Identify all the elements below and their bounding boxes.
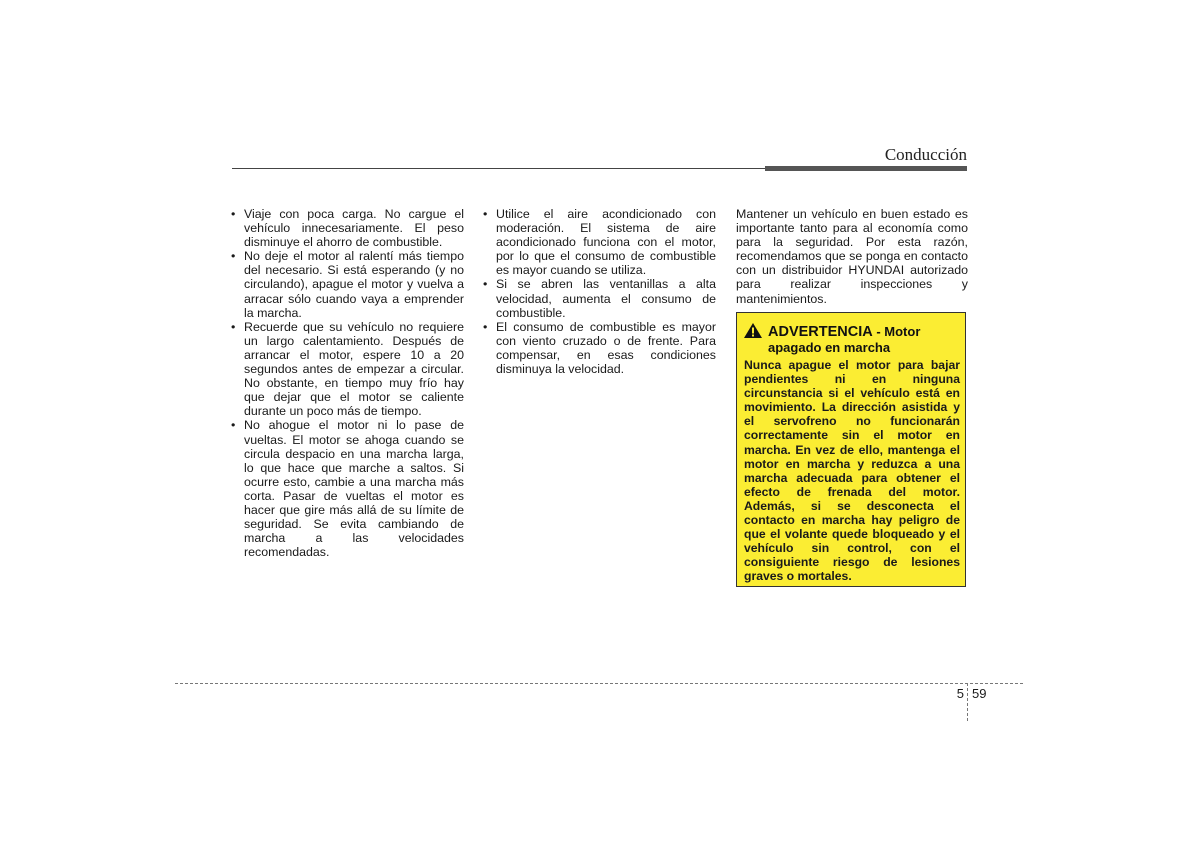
list-item: • Viaje con poca carga. No cargue el vehículo innecesariamente. El peso disminuye el ahorro de combustible. <box>231 207 464 250</box>
warning-title <box>768 324 920 340</box>
page-header-title: Conducción <box>884 145 967 164</box>
header-rule-accent <box>765 166 967 171</box>
list-item: • El consumo de combustible es mayor con viento cruzado o de frente. Para compensar, en esas condiciones disminuya la velocidad. <box>483 319 716 377</box>
list-item: • Si se abren las ventanillas a alta velocidad, aumenta el consumo de combustible. <box>483 277 716 320</box>
page-number: 59 <box>972 686 987 701</box>
warning-title-part2: apagado en marcha <box>768 340 891 355</box>
column-1 <box>231 207 464 559</box>
maintenance-paragraph: Mantener un vehículo en buen estado es importante tanto para al economía como para la seguridad. Por esta razón, recomendamos que se ponga en contacto con un distribuidor HYUNDAI autorizado para realizar inspecciones y mantenimientos. <box>736 207 968 306</box>
tips-list-1 <box>231 207 464 559</box>
warning-body: Nunca apague el motor para bajar pendientes ni en ninguna circunstancia si el vehículo está en movimiento. La dirección asistida y el servofreno no funcionarán correctamente sin el motor en marcha. En vez de ello, mantenga el motor en marcha y reduzca a una marcha adecuada para obtener el efecto de frenada del motor. Además, si se desconecta el contacto en marcha hay peligro de que el volante quede bloqueado y el vehículo sin control, con el consiguiente riesgo de lesiones graves o mortales. <box>744 358 960 584</box>
warning-title-part1: - Motor <box>872 324 921 339</box>
column-3 <box>736 207 968 306</box>
footer-divider <box>967 683 968 721</box>
warning-box <box>736 312 966 587</box>
list-item: • Utilice el aire acondicionado con moderación. El sistema de aire acondicionado funciona con el motor, por lo que el consumo de combustible es mayor cuando se utiliza. <box>483 207 716 278</box>
warning-label: ADVERTENCIA <box>768 324 873 340</box>
column-2 <box>483 207 716 376</box>
warning-triangle-icon <box>744 323 762 338</box>
chapter-number: 5 <box>956 686 964 701</box>
list-item: • No deje el motor al ralentí más tiempo del necesario. Si está esperando (y no circulando), apague el motor y vuelva a arracar sólo cuando vaya a emprender la marcha. <box>231 249 464 320</box>
list-item: • Recuerde que su vehículo no requiere un largo calentamiento. Después de arrancar el motor, espere 10 a 20 segundos antes de empezar a circular. No obstante, en tiempo muy frío hay que dejar que el motor se caliente durante un poco más de tiempo. <box>231 319 464 419</box>
tips-list-2 <box>483 207 716 376</box>
list-item: • No ahogue el motor ni lo pase de vueltas. El motor se ahoga cuando se circula despacio en una marcha larga, lo que hace que marche a saltos. Si ocurre esto, cambie a una marcha más corta. Pasar de vueltas el motor es hacer que gire más allá de su límite de seguridad. Se evita cambiando de marcha a las velocidades recomendadas. <box>231 418 464 560</box>
footer-rule <box>175 683 1023 684</box>
